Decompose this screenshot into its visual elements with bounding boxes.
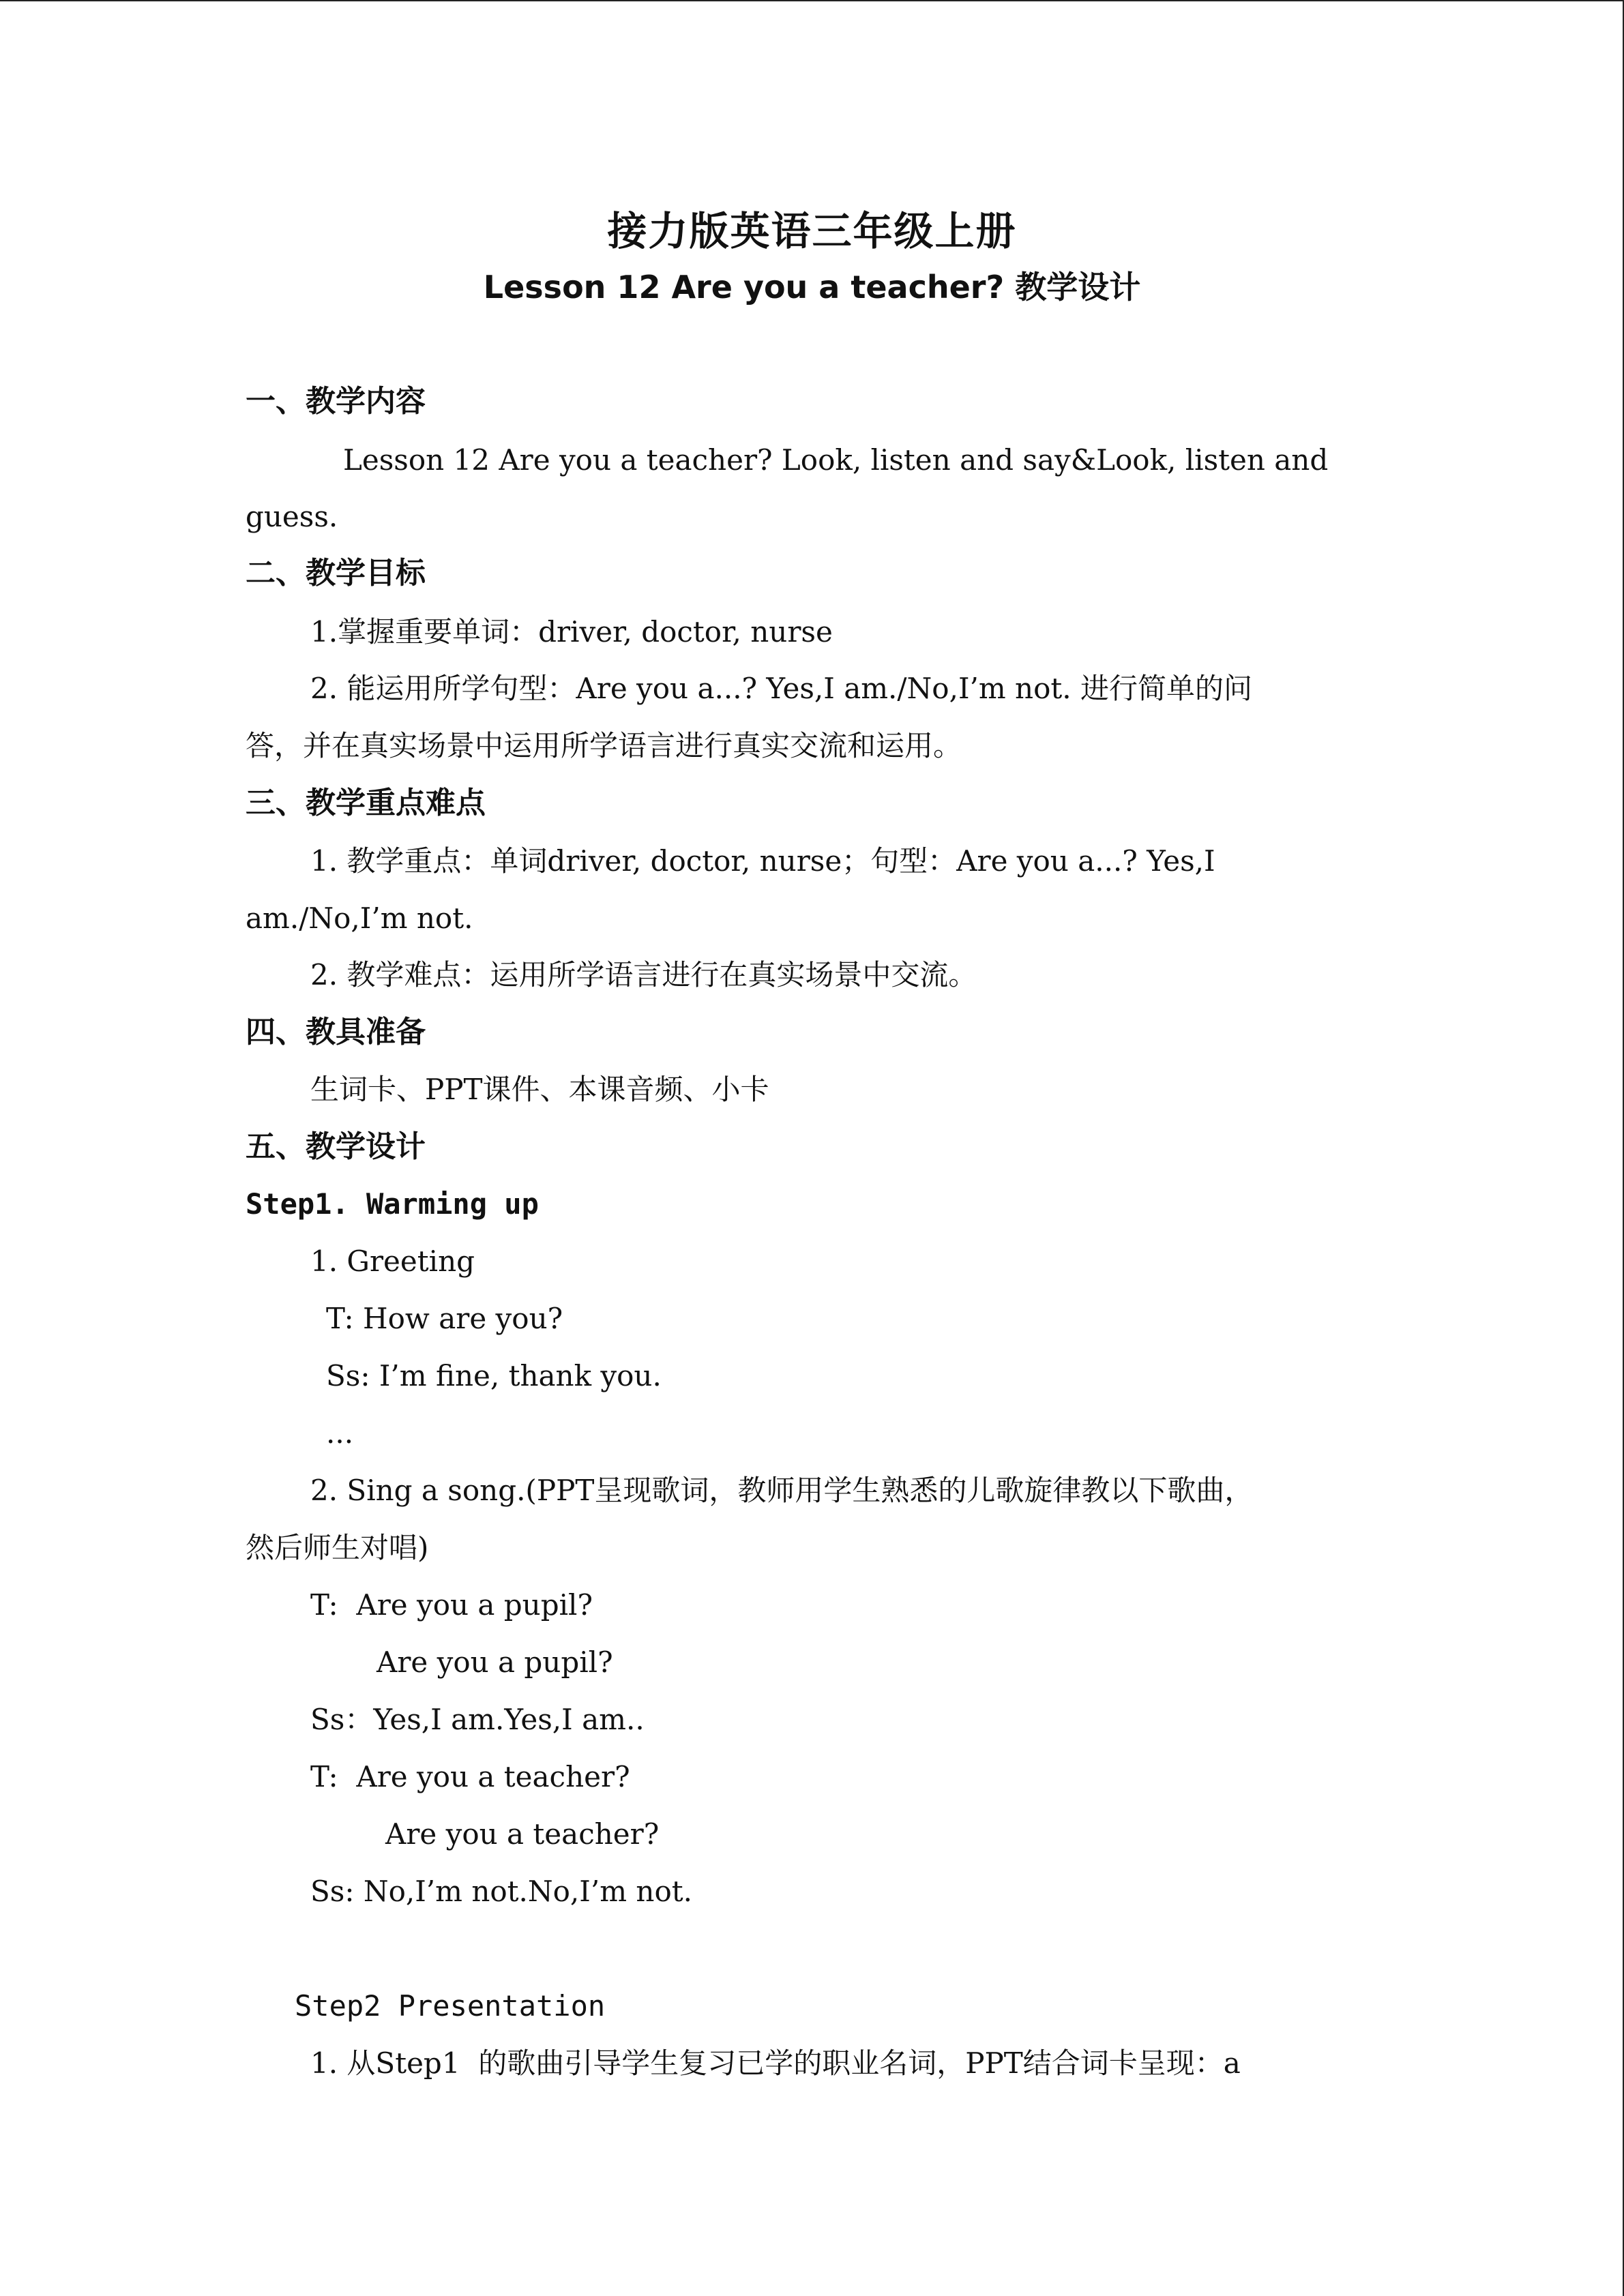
section-heading-key-points: 三、教学重点难点 xyxy=(246,786,486,820)
song-line-3: Ss：Yes,I am.Yes,I am.. xyxy=(310,1703,645,1736)
step1-line-2: T: How are you? xyxy=(326,1302,563,1335)
document-subtitle: Lesson 12 Are you a teacher? 教学设计 xyxy=(483,269,1141,305)
key-point-line-3: 2. 教学难点：运用所学语言进行在真实场景中交流。 xyxy=(310,958,977,992)
step1-line-1: 1. Greeting xyxy=(310,1244,475,1278)
section-heading-objectives: 二、教学目标 xyxy=(246,556,426,591)
document-title: 接力版英语三年级上册 xyxy=(607,208,1017,254)
song-line-2: Are you a pupil? xyxy=(377,1645,613,1679)
step2-title: Step2 Presentation xyxy=(295,1989,606,2023)
song-line-1: T: Are you a pupil? xyxy=(310,1588,593,1622)
objective-line-2: 2. 能运用所学句型：Are you a...? Yes,I am./No,I’m not. 进行简单的问 xyxy=(310,672,1252,705)
key-point-line-1: 1. 教学重点：单词driver, doctor, nurse；句型：Are you a...? Yes,I xyxy=(310,844,1215,878)
objective-line-1: 1.掌握重要单词：driver, doctor, nurse xyxy=(310,615,833,648)
content-line-1: Lesson 12 Are you a teacher? Look, listen and say&Look, listen and xyxy=(343,443,1329,477)
song-line-5: Are you a teacher? xyxy=(385,1817,660,1851)
section-heading-materials: 四、教具准备 xyxy=(246,1015,426,1049)
step1-line-4: ... xyxy=(326,1416,354,1450)
step1-line-6: 然后师生对唱) xyxy=(246,1531,429,1564)
materials-line-1: 生词卡、PPT课件、本课音频、小卡 xyxy=(310,1073,769,1106)
song-line-6: Ss: No,I’m not.No,I’m not. xyxy=(310,1875,692,1908)
section-heading-design: 五、教学设计 xyxy=(246,1129,426,1164)
step1-line-5: 2. Sing a song.(PPT呈现歌词，教师用学生熟悉的儿歌旋律教以下歌曲， xyxy=(310,1474,1254,1507)
step1-line-3: Ss: I’m fine, thank you. xyxy=(326,1359,662,1392)
objective-line-3: 答，并在真实场景中运用所学语言进行真实交流和运用。 xyxy=(246,729,962,762)
step1-title: Step1. Warming up xyxy=(246,1187,539,1221)
song-line-4: T: Are you a teacher? xyxy=(310,1760,630,1793)
section-heading-content: 一、教学内容 xyxy=(246,384,426,419)
content-line-2: guess. xyxy=(246,500,338,533)
key-point-line-2: am./No,I’m not. xyxy=(246,901,473,935)
step2-line-1: 1. 从Step1 的歌曲引导学生复习已学的职业名词，PPT结合词卡呈现：a xyxy=(310,2046,1241,2080)
